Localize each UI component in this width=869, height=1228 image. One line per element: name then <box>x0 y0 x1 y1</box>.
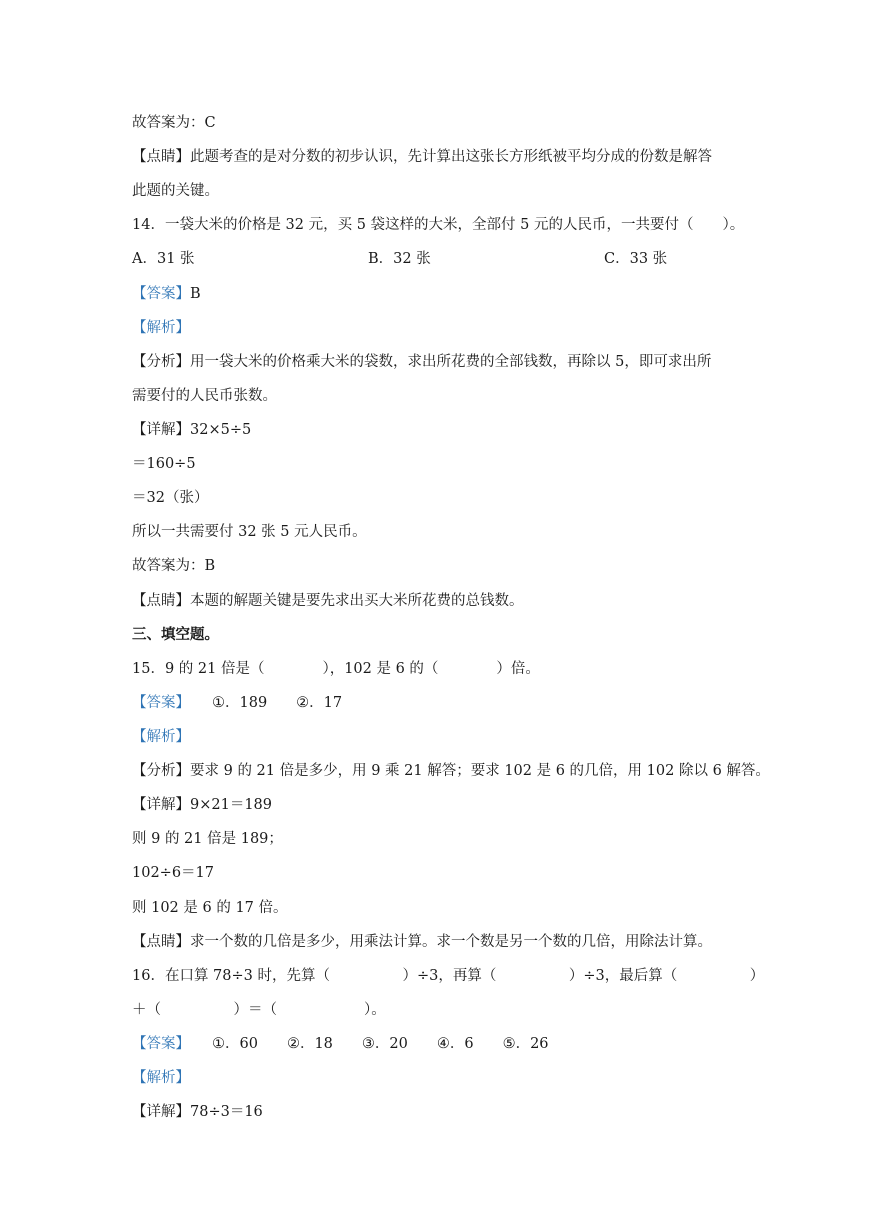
q16-answer <box>132 1034 549 1054</box>
answer-value: ①．189 ②．17 <box>212 695 343 711</box>
detail-step: ＝32（张） <box>132 490 209 506</box>
analysis-label: 【解析】 <box>132 1070 190 1086</box>
answer-label: 【答案】 <box>132 286 190 302</box>
note-line: 【点睛】本题的解题关键是要先求出买大米所花费的总钱数。 <box>132 593 524 609</box>
detail-step: ＝160÷5 <box>132 456 196 472</box>
analysis-label: 【解析】 <box>132 320 190 336</box>
answer-value: ①．60 ②．18 ③．20 ④．6 ⑤．26 <box>212 1036 549 1052</box>
question-16-cont: ＋（ ）＝（ ）。 <box>132 1002 386 1018</box>
q14-answer <box>132 284 201 304</box>
note-line: 【点睛】求一个数的几倍是多少，用乘法计算。求一个数是另一个数的几倍，用除法计算。 <box>132 934 712 950</box>
q14-option-c: C．33 张 <box>604 251 668 267</box>
detail-step: 则 102 是 6 的 17 倍。 <box>132 900 288 916</box>
detail-line: 【详解】9×21＝189 <box>132 797 273 813</box>
q14-option-b: B．32 张 <box>368 251 431 267</box>
answer-value: B <box>190 286 201 302</box>
detail-step: 102÷6＝17 <box>132 865 215 881</box>
analysis-line-cont: 需要付的人民币张数。 <box>132 388 277 404</box>
detail-line: 【详解】78÷3＝16 <box>132 1104 263 1120</box>
q14-option-a: A．31 张 <box>132 251 195 267</box>
detail-conclusion: 所以一共需要付 32 张 5 元人民币。 <box>132 524 367 540</box>
question-15: 15．9 的 21 倍是（ ），102 是 6 的（ ）倍。 <box>132 661 540 677</box>
answer-line: 故答案为：C <box>132 115 216 131</box>
question-16: 16．在口算 78÷3 时，先算（ ）÷3，再算（ ）÷3，最后算（ ） <box>132 968 765 984</box>
analysis-line: 【分析】用一袋大米的价格乘大米的袋数，求出所花费的全部钱数，再除以 5，即可求出所 <box>132 354 712 370</box>
detail-step: 则 9 的 21 倍是 189； <box>132 831 283 847</box>
question-14: 14．一袋大米的价格是 32 元，买 5 袋这样的大米，全部付 5 元的人民币，一共要付（ ）。 <box>132 217 745 233</box>
answer-label: 【答案】 <box>132 1036 190 1052</box>
q15-answer <box>132 693 342 713</box>
section-heading: 三、填空题。 <box>132 626 219 643</box>
answer-line: 故答案为：B <box>132 558 216 574</box>
answer-label: 【答案】 <box>132 695 190 711</box>
note-line: 【点睛】此题考查的是对分数的初步认识，先计算出这张长方形纸被平均分成的份数是解答 <box>132 149 712 165</box>
note-line-cont: 此题的关键。 <box>132 183 219 199</box>
detail-line: 【详解】32×5÷5 <box>132 422 252 438</box>
analysis-label: 【解析】 <box>132 729 190 745</box>
analysis-line: 【分析】要求 9 的 21 倍是多少，用 9 乘 21 解答；要求 102 是 6 的几倍，用 102 除以 6 解答。 <box>132 763 770 779</box>
